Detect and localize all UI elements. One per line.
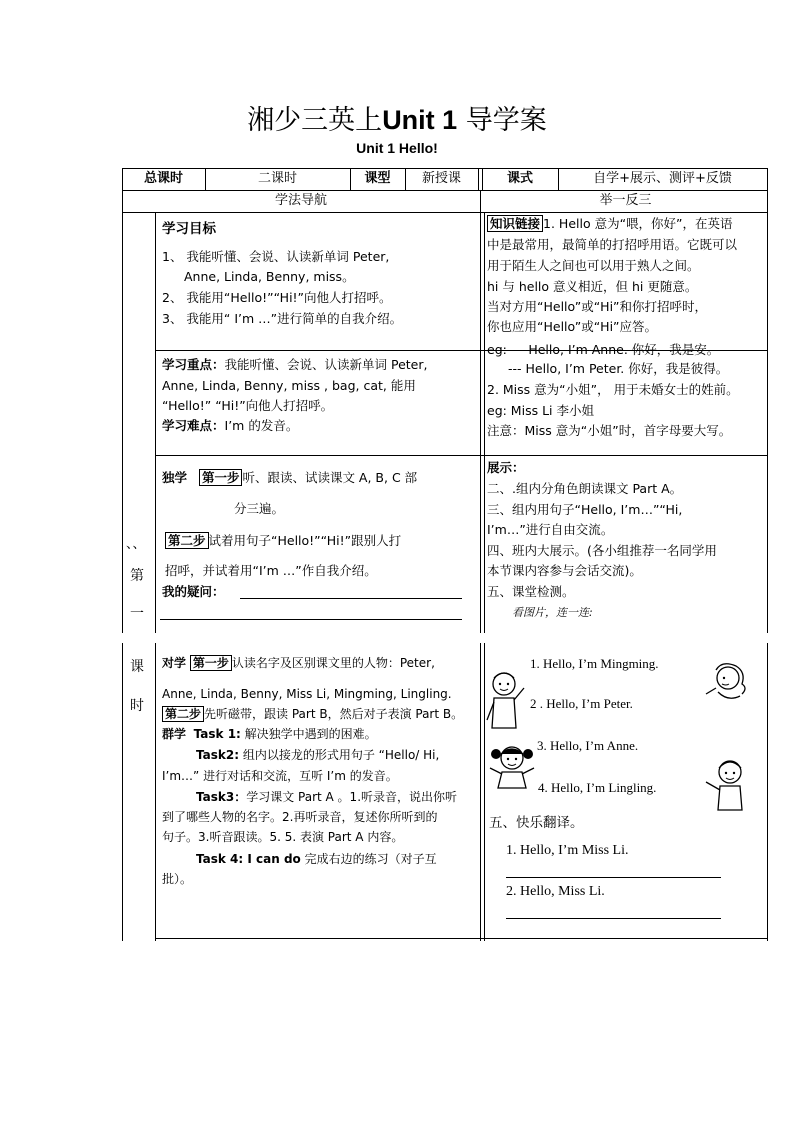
step2-badge: 第二步 [165,532,209,549]
table-line [122,212,767,213]
header-lesson-type-value: 新授课 [421,171,461,186]
focus-line: Anne, Linda, Benny, miss , bag, cat, 能用 [162,378,416,393]
side-label-yi: 一 [130,606,144,622]
knowledge-line: eg: Miss Li 李小姐 [487,403,594,418]
translate-heading: 五、快乐翻译。 [489,815,584,831]
section-practice: 举一反三 [599,193,652,208]
header-total-lessons-label: 总课时 [143,171,183,186]
page-subtitle: Unit 1 Hello! [356,140,438,156]
table-line [480,190,481,633]
page-title: 湘少三英上Unit 1 导学案 [247,105,547,136]
side-label-ke: 课 [130,659,144,675]
show-line: I’m…”进行自由交流。 [487,522,614,537]
knowledge-line: 用于陌生人之间也可以用于熟人之间。 [487,258,700,273]
table-line [155,643,156,941]
table-border-right [767,643,768,941]
translate-answer-blank [506,918,721,919]
task3-line: Task3：学习课文 Part A 。1.听录音，说出你听 [196,790,458,804]
goal-line: Anne, Linda, Benny, miss。 [184,269,355,284]
side-label-di: 第 [130,568,144,584]
match-item: 4. Hello, I’m Lingling. [538,780,657,795]
knowledge-line: --- Hello, I’m Peter. 你好，我是彼得。 [508,361,729,376]
task2-cont: I’m…” 进行对话和交流，互听 I’m 的发音。 [162,769,398,783]
step1-badge: 第一步 [199,469,243,486]
knowledge-line: 中是最常用，最简单的打招呼用语。它既可以 [487,237,738,252]
match-item: 3. Hello, I’m Anne. [537,738,639,753]
pair-study-step2: 第二步 先听磁带，跟读 Part B，然后对子表演 Part B。 [162,704,463,724]
goals-heading: 学习目标 [162,221,216,237]
section-learning-guide: 学法导航 [274,193,327,208]
pair-study-step1: 对学 第一步 认读名字及区别课文里的人物：Peter, [162,656,435,670]
header-lesson-mode-label: 课式 [506,171,533,186]
knowledge-line: eg: --- Hello, I’m Anne. 你好，我是安。 [487,342,720,357]
task2-line: Task2: 组内以接龙的形式用句子 “Hello/ Hi, [196,748,440,762]
match-item: 1. Hello, I’m Mingming. [530,656,659,671]
pair-study-step1-cont: Anne, Linda, Benny, Miss Li, Mingming, Lingling. [162,687,452,701]
translate-item: 2. Hello, Miss Li. [506,884,605,899]
show-label: 展示： [487,460,525,475]
goal-line: 1、 我能听懂、会说、认读新单词 Peter, [162,249,390,264]
table-line [484,212,485,633]
translate-item: 1. Hello, I’m Miss Li. [506,843,629,858]
knowledge-line: 知识链接 1. Hello 意为“喂，你好”，在英语 [487,214,733,234]
header-lesson-type-label: 课型 [364,171,391,186]
knowledge-line: hi 与 hello 意义相近，但 hi 更随意。 [487,279,698,294]
question-blank [240,598,462,599]
header-total-lessons-value: 二课时 [257,171,297,186]
boy-pointing-illustration [702,756,752,812]
boy-waving-illustration [484,668,528,730]
knowledge-line: 你也应用“Hello”或“Hi”应答。 [487,319,658,334]
task4-cont: 批）。 [162,872,193,886]
show-line: 二、.组内分角色朗读课文 Part A。 [487,481,683,496]
self-study-step1: 独学 第一步 听、跟读、试读课文 A, B, C 部 [162,470,418,485]
focus-line: 学习重点：我能听懂、会说、认读新单词 Peter, [162,357,428,372]
table-border-bottom [155,938,767,939]
self-study-step1-cont: 分三遍。 [234,501,285,516]
goal-line: 2、 我能用“Hello!”“Hi!”向他人打招呼。 [162,290,392,305]
task4-line: Task 4: I can do 完成右边的练习（对子互 [196,852,437,866]
question-blank [160,619,462,620]
question-label: 我的疑问： [162,584,225,599]
header-lesson-mode-value: 自学+展示、测评+反馈 [593,171,732,186]
task3-cont: 句子。3.听音跟读。5. 5. 表演 Part A 内容。 [162,830,404,844]
knowledge-label: 知识链接 [487,215,543,232]
knowledge-line: 当对方用“Hello”或“Hi”和你打招呼时， [487,299,708,314]
table-border-right [767,168,768,633]
side-label-shi: 时 [130,698,144,714]
step2-badge: 第二步 [162,706,204,722]
show-line: 四、班内大展示。(各小组推荐一名同学用 [487,543,717,558]
table-border-left [122,643,123,941]
match-item: 2 . Hello, I’m Peter. [530,696,633,711]
knowledge-line: 2. Miss 意为“小姐”， 用于未婚女士的姓前。 [487,382,739,397]
table-border-left [122,168,123,633]
show-line: 看图片，连一连: [512,606,593,619]
table-line [155,212,156,633]
task1-line: 群学 Task 1: 解决独学中遇到的困难。 [162,727,377,741]
girl-pigtails-illustration [484,742,540,790]
self-study-step2-cont: 招呼，并试着用“I’m …”作自我介绍。 [165,563,377,578]
show-line: 五、课堂检测。 [487,584,575,599]
table-line [480,643,481,941]
side-label-marks: 、、 [126,537,146,552]
task3-cont: 到了哪些人物的名字。2.再听录音，复述你所听到的 [162,810,438,824]
goal-line: 3、 我能用“ I’m …”进行简单的自我介绍。 [162,311,403,326]
table-line [155,455,767,456]
translate-answer-blank [506,877,721,878]
difficulty-line: 学习难点：I’m 的发音。 [162,418,299,433]
show-line: 本节课内容参与会话交流)。 [487,563,642,578]
show-line: 三、组内用句子“Hello, I’m…”“Hi, [487,502,683,517]
table-line [478,168,479,190]
focus-line: “Hello!” “Hi!”向他人打招呼。 [162,398,334,413]
girl-curly-hair-illustration [702,658,750,708]
self-study-step2: 第二步 试着用句子“Hello!”“Hi!”跟别人打 [165,531,401,551]
step1-badge: 第一步 [190,655,232,671]
knowledge-line: 注意：Miss 意为“小姐”时，首字母要大写。 [487,423,732,438]
